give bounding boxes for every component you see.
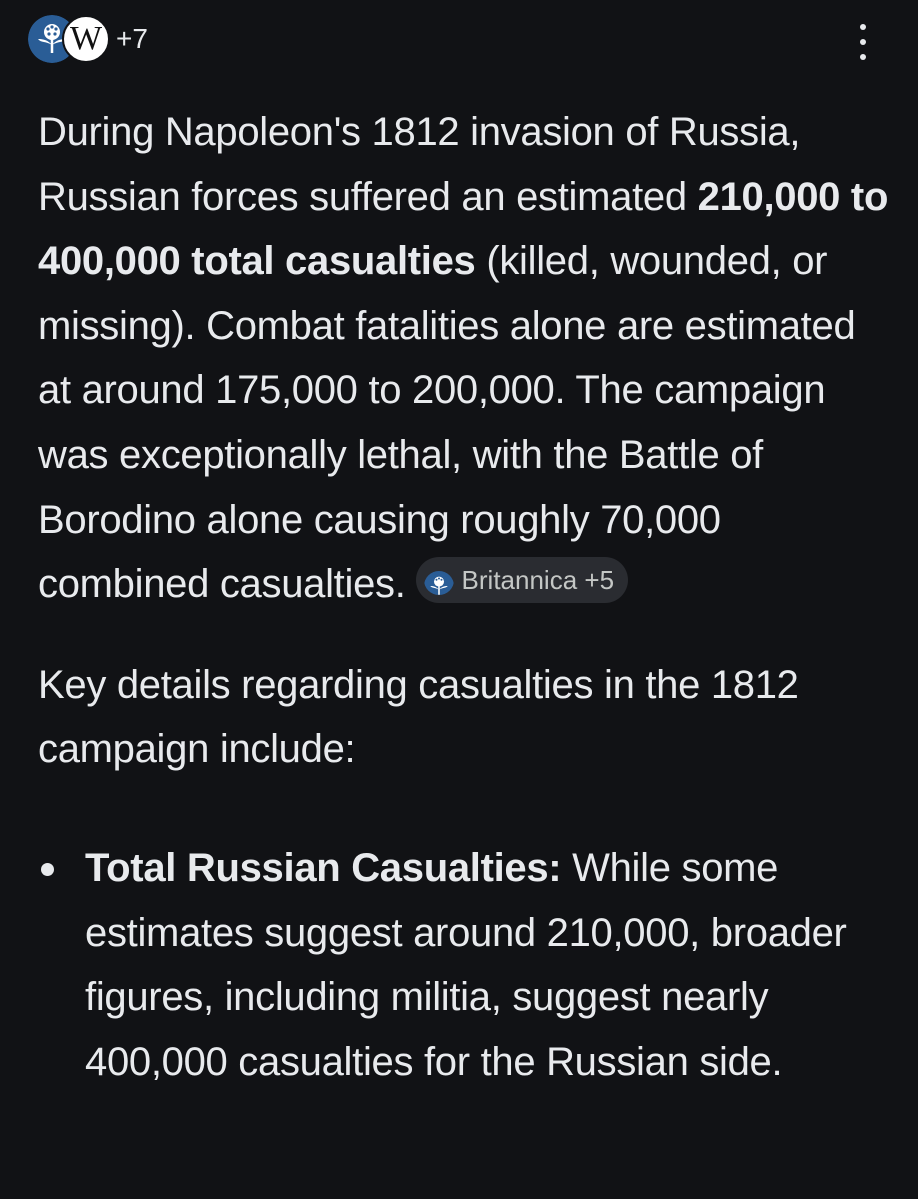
answer-paragraph-2: Key details regarding casualties in the 1812 campaign include: [38, 662, 799, 772]
bullet-dot [41, 863, 54, 876]
more-sources-count[interactable]: +7 [116, 23, 148, 54]
citation-chip-label: Britannica +5 [461, 565, 615, 596]
list-item [38, 836, 894, 1094]
answer-body [38, 100, 894, 1094]
wikipedia-w-icon: W [62, 15, 110, 63]
para1-text-a: During Napoleon's 1812 invasion of Russia, Russian forces suffered an estimated [38, 110, 801, 219]
list-item-heading: Total Russian Casualties: [85, 845, 562, 890]
answer-header [0, 0, 918, 80]
source-stack[interactable] [28, 14, 148, 64]
details-list [38, 836, 894, 1094]
para1-text-b: (killed, wounded, or missing). Combat fatalities alone are estimated at around 175,000 to 200,000. The campaign was exceptionally lethal, with the Battle of Borodino alone causing roughly 70,000 combined casualties. [38, 239, 856, 607]
para1-bold-range: 210,000 to 400,000 total casualties [38, 174, 889, 284]
citation-chip[interactable] [416, 557, 628, 603]
more-vert-icon[interactable] [846, 22, 880, 62]
list-item-text: While some estimates suggest around 210,000, broader figures, including militia, suggest nearly 400,000 casualties for the Russian side. [85, 845, 847, 1084]
britannica-thistle-icon [424, 565, 454, 595]
answer-paragraph-1 [38, 100, 894, 617]
